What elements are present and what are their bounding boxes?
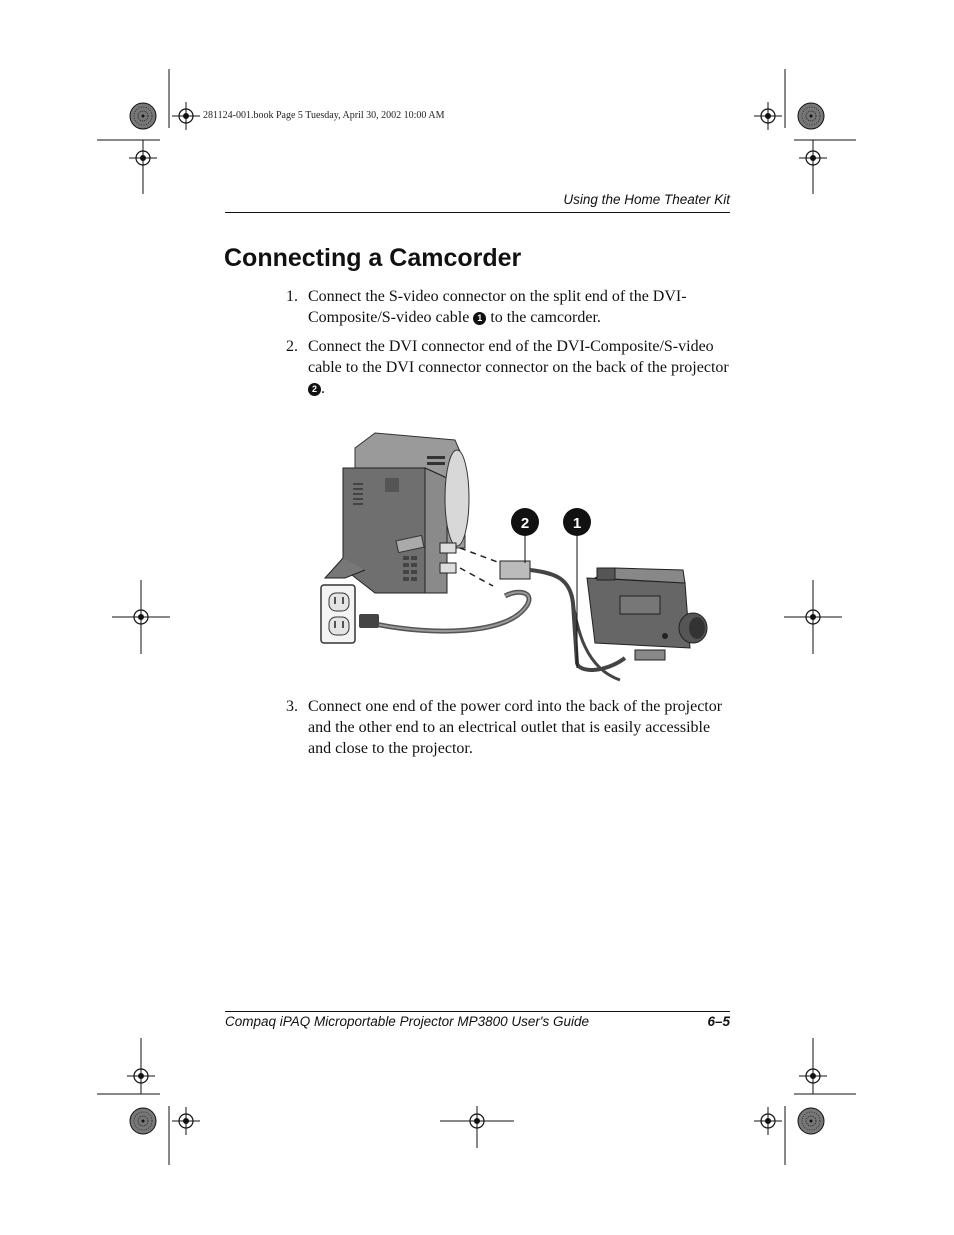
step-text: Connect one end of the power cord into the back of the projector and the other end to an electrical outlet that is easily accessible and close to the projector. (308, 698, 723, 757)
registration-mark-icon (754, 102, 782, 130)
registration-mark-icon (172, 102, 200, 130)
steps-list (286, 286, 736, 407)
step-number: 2. (286, 338, 298, 355)
page-number: 6–5 (707, 1014, 730, 1029)
registration-mark-icon (172, 1107, 200, 1135)
step-3 (286, 696, 736, 759)
projector-icon (325, 433, 469, 593)
crop-star-icon (798, 103, 824, 129)
crop-star-icon (130, 1108, 156, 1134)
callout-1-label: 1 (572, 515, 582, 532)
callout-2-icon: 2 (308, 383, 321, 396)
callout-2-label: 2 (520, 515, 530, 532)
steps-list-continued (286, 696, 736, 767)
step-number: 3. (286, 698, 298, 715)
step-text: to the camcorder. (486, 309, 601, 326)
page-title: Connecting a Camcorder (224, 244, 522, 272)
wall-outlet-icon (321, 585, 355, 643)
dvi-connector-icon (500, 561, 530, 579)
print-slug: 281124-001.book Page 5 Tuesday, April 30, 2002 10:00 AM (203, 110, 445, 121)
header-rule (225, 212, 730, 213)
callout-1-icon: 1 (473, 312, 486, 325)
step-number: 1. (286, 288, 298, 305)
crop-star-icon (798, 1108, 824, 1134)
footer-guide-title: Compaq iPAQ Microportable Projector MP3800 User's Guide (225, 1014, 589, 1029)
connection-illustration (315, 428, 725, 688)
camcorder-icon (587, 568, 707, 660)
running-head: Using the Home Theater Kit (563, 192, 730, 207)
step-text: . (321, 380, 325, 397)
power-plug-icon (359, 614, 379, 628)
registration-mark-icon (754, 1107, 782, 1135)
step-text: Connect the DVI connector end of the DVI-Composite/S-video cable to the DVI connector connector on the back of the projector (308, 338, 729, 376)
step-2 (286, 336, 736, 399)
step-1 (286, 286, 736, 328)
footer-rule (225, 1011, 730, 1012)
step-text: Connect the S-video connector on the split end of the DVI-Composite/S-video cable (308, 288, 687, 326)
crop-star-icon (130, 103, 156, 129)
